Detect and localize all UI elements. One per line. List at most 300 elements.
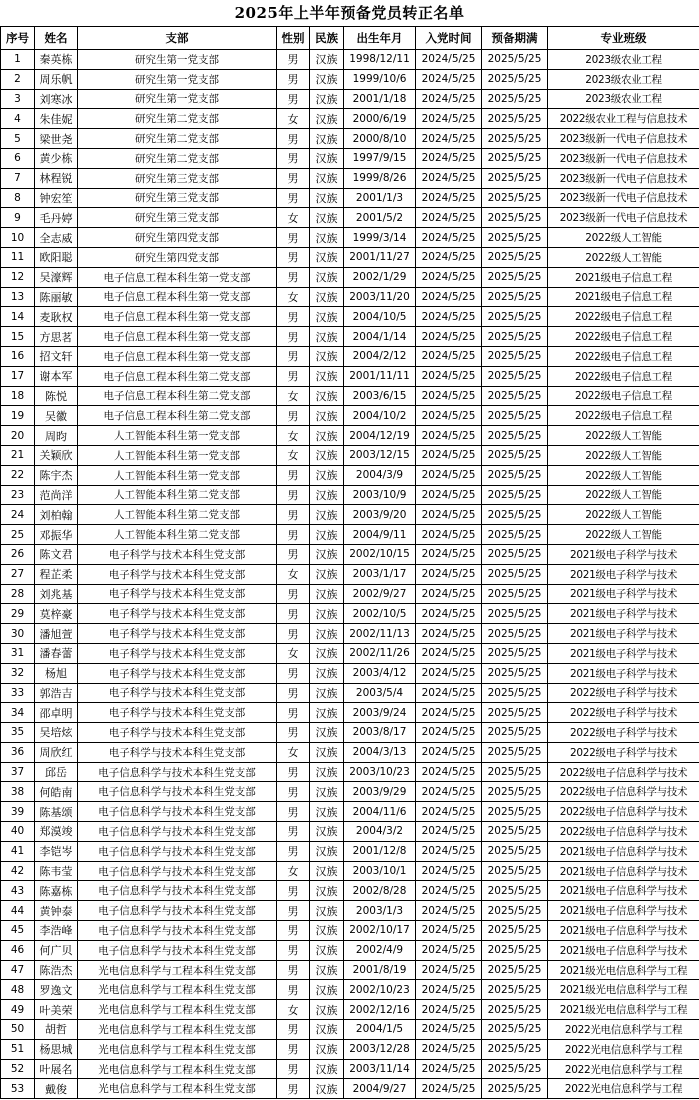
cell-name: 周乐帆 [35,69,78,89]
cell-probation-end: 2025/5/25 [482,901,548,921]
cell-probation-end: 2025/5/25 [482,485,548,505]
cell-probation-end: 2025/5/25 [482,544,548,564]
cell-join-date: 2024/5/25 [416,544,482,564]
cell-branch: 光电信息科学与工程本科生党支部 [78,1000,277,1020]
cell-ethnicity: 汉族 [310,109,344,129]
cell-join-date: 2024/5/25 [416,525,482,545]
cell-probation-end: 2025/5/25 [482,188,548,208]
cell-birth-date: 2004/10/5 [344,307,416,327]
cell-name: 陈丽敏 [35,287,78,307]
cell-join-date: 2024/5/25 [416,663,482,683]
cell-branch: 电子科学与技术本科生党支部 [78,742,277,762]
cell-branch: 电子信息工程本科生第一党支部 [78,287,277,307]
table-row [1,901,699,921]
header-probation-end: 预备期满 [482,27,548,50]
header-join-date: 入党时间 [416,27,482,50]
header-name: 姓名 [35,27,78,50]
cell-name: 陈文君 [35,544,78,564]
cell-gender: 男 [277,1079,310,1099]
cell-index: 5 [1,129,35,149]
cell-ethnicity: 汉族 [310,327,344,347]
cell-index: 43 [1,881,35,901]
cell-join-date: 2024/5/25 [416,406,482,426]
cell-index: 51 [1,1039,35,1059]
cell-ethnicity: 汉族 [310,980,344,1000]
cell-birth-date: 2002/11/13 [344,624,416,644]
cell-index: 32 [1,663,35,683]
table-row [1,406,699,426]
table-row [1,327,699,347]
cell-major-class: 2022级人工智能 [548,465,699,485]
table-row [1,683,699,703]
cell-name: 全志威 [35,228,78,248]
cell-gender: 男 [277,1020,310,1040]
cell-probation-end: 2025/5/25 [482,89,548,109]
cell-index: 17 [1,366,35,386]
table-row [1,50,699,70]
cell-gender: 女 [277,1000,310,1020]
cell-branch: 人工智能本科生第一党支部 [78,426,277,446]
cell-probation-end: 2025/5/25 [482,69,548,89]
cell-major-class: 2022级电子信息工程 [548,386,699,406]
cell-major-class: 2022级人工智能 [548,525,699,545]
cell-branch: 电子科学与技术本科生党支部 [78,544,277,564]
cell-name: 潘旭萱 [35,624,78,644]
cell-name: 钟宏笙 [35,188,78,208]
cell-join-date: 2024/5/25 [416,208,482,228]
cell-birth-date: 2003/1/17 [344,564,416,584]
cell-name: 邓振华 [35,525,78,545]
cell-probation-end: 2025/5/25 [482,841,548,861]
cell-name: 范尚洋 [35,485,78,505]
cell-name: 刘兆基 [35,584,78,604]
cell-branch: 电子科学与技术本科生党支部 [78,643,277,663]
table-row [1,980,699,1000]
cell-ethnicity: 汉族 [310,69,344,89]
cell-ethnicity: 汉族 [310,822,344,842]
cell-name: 邱岳 [35,762,78,782]
cell-major-class: 2023级农业工程 [548,89,699,109]
cell-ethnicity: 汉族 [310,921,344,941]
table-row [1,1079,699,1099]
cell-index: 34 [1,703,35,723]
cell-join-date: 2024/5/25 [416,742,482,762]
cell-probation-end: 2025/5/25 [482,1059,548,1079]
cell-name: 梁世尧 [35,129,78,149]
cell-branch: 光电信息科学与工程本科生党支部 [78,1059,277,1079]
cell-branch: 电子科学与技术本科生党支部 [78,564,277,584]
cell-probation-end: 2025/5/25 [482,1079,548,1099]
cell-index: 48 [1,980,35,1000]
cell-branch: 电子信息科学与技术本科生党支部 [78,940,277,960]
cell-index: 47 [1,960,35,980]
table-row [1,287,699,307]
table-row [1,267,699,287]
cell-ethnicity: 汉族 [310,287,344,307]
cell-gender: 男 [277,228,310,248]
cell-join-date: 2024/5/25 [416,505,482,525]
table-row [1,366,699,386]
cell-branch: 电子科学与技术本科生党支部 [78,624,277,644]
table-row [1,881,699,901]
cell-birth-date: 2002/9/27 [344,584,416,604]
cell-major-class: 2023级农业工程 [548,50,699,70]
cell-name: 方思茗 [35,327,78,347]
cell-probation-end: 2025/5/25 [482,624,548,644]
cell-probation-end: 2025/5/25 [482,366,548,386]
cell-probation-end: 2025/5/25 [482,228,548,248]
cell-branch: 光电信息科学与工程本科生党支部 [78,1039,277,1059]
cell-gender: 男 [277,822,310,842]
cell-major-class: 2022级电子信息工程 [548,366,699,386]
cell-major-class: 2021级电子信息科学与技术 [548,901,699,921]
cell-gender: 男 [277,69,310,89]
cell-ethnicity: 汉族 [310,168,344,188]
cell-major-class: 2021级光电信息科学与工程 [548,1000,699,1020]
cell-branch: 研究生第四党支部 [78,247,277,267]
cell-birth-date: 2004/3/2 [344,822,416,842]
cell-branch: 研究生第三党支部 [78,168,277,188]
table-row [1,841,699,861]
cell-gender: 男 [277,465,310,485]
cell-ethnicity: 汉族 [310,1079,344,1099]
cell-ethnicity: 汉族 [310,762,344,782]
cell-gender: 男 [277,1039,310,1059]
cell-ethnicity: 汉族 [310,366,344,386]
cell-birth-date: 2004/1/5 [344,1020,416,1040]
cell-gender: 男 [277,168,310,188]
cell-birth-date: 1997/9/15 [344,148,416,168]
cell-join-date: 2024/5/25 [416,366,482,386]
cell-index: 6 [1,148,35,168]
cell-gender: 男 [277,762,310,782]
cell-name: 陈悦 [35,386,78,406]
cell-join-date: 2024/5/25 [416,327,482,347]
cell-birth-date: 2002/1/29 [344,267,416,287]
cell-join-date: 2024/5/25 [416,445,482,465]
cell-branch: 电子信息科学与技术本科生党支部 [78,921,277,941]
cell-birth-date: 2004/3/13 [344,742,416,762]
cell-major-class: 2022光电信息科学与工程 [548,1059,699,1079]
cell-join-date: 2024/5/25 [416,1059,482,1079]
cell-name: 程芷柔 [35,564,78,584]
cell-join-date: 2024/5/25 [416,564,482,584]
cell-gender: 男 [277,267,310,287]
table-row [1,822,699,842]
cell-name: 胡哲 [35,1020,78,1040]
cell-probation-end: 2025/5/25 [482,168,548,188]
cell-probation-end: 2025/5/25 [482,683,548,703]
cell-index: 37 [1,762,35,782]
cell-index: 52 [1,1059,35,1079]
cell-name: 郑漠竣 [35,822,78,842]
cell-name: 麦耿权 [35,307,78,327]
cell-ethnicity: 汉族 [310,604,344,624]
cell-major-class: 2021级电子信息科学与技术 [548,921,699,941]
cell-birth-date: 1999/8/26 [344,168,416,188]
cell-branch: 电子信息工程本科生第二党支部 [78,386,277,406]
cell-branch: 电子科学与技术本科生党支部 [78,703,277,723]
cell-birth-date: 2004/2/12 [344,346,416,366]
cell-probation-end: 2025/5/25 [482,346,548,366]
cell-branch: 电子信息科学与技术本科生党支部 [78,762,277,782]
cell-major-class: 2021级光电信息科学与工程 [548,960,699,980]
cell-branch: 电子科学与技术本科生党支部 [78,723,277,743]
cell-index: 25 [1,525,35,545]
cell-name: 郭浩吉 [35,683,78,703]
cell-ethnicity: 汉族 [310,525,344,545]
cell-index: 14 [1,307,35,327]
cell-index: 4 [1,109,35,129]
cell-name: 秦英栋 [35,50,78,70]
cell-name: 谢本军 [35,366,78,386]
cell-index: 9 [1,208,35,228]
cell-name: 欧阳聪 [35,247,78,267]
table-header-row [1,27,699,50]
cell-probation-end: 2025/5/25 [482,327,548,347]
table-row [1,1059,699,1079]
cell-major-class: 2021级电子科学与技术 [548,604,699,624]
cell-probation-end: 2025/5/25 [482,406,548,426]
cell-index: 13 [1,287,35,307]
cell-probation-end: 2025/5/25 [482,148,548,168]
cell-gender: 女 [277,564,310,584]
cell-join-date: 2024/5/25 [416,624,482,644]
table-row [1,445,699,465]
cell-index: 36 [1,742,35,762]
cell-ethnicity: 汉族 [310,723,344,743]
cell-birth-date: 1999/10/6 [344,69,416,89]
cell-join-date: 2024/5/25 [416,1020,482,1040]
cell-major-class: 2022级人工智能 [548,505,699,525]
cell-index: 30 [1,624,35,644]
cell-ethnicity: 汉族 [310,861,344,881]
cell-gender: 男 [277,129,310,149]
cell-major-class: 2022级电子科学与技术 [548,723,699,743]
cell-join-date: 2024/5/25 [416,782,482,802]
cell-join-date: 2024/5/25 [416,940,482,960]
cell-join-date: 2024/5/25 [416,643,482,663]
cell-gender: 女 [277,109,310,129]
cell-probation-end: 2025/5/25 [482,762,548,782]
cell-gender: 男 [277,307,310,327]
cell-join-date: 2024/5/25 [416,386,482,406]
cell-major-class: 2022级电子信息工程 [548,307,699,327]
header-branch: 支部 [78,27,277,50]
table-row [1,247,699,267]
cell-probation-end: 2025/5/25 [482,822,548,842]
cell-name: 李铠岑 [35,841,78,861]
cell-index: 23 [1,485,35,505]
cell-birth-date: 1999/3/14 [344,228,416,248]
cell-major-class: 2021级电子科学与技术 [548,564,699,584]
table-row [1,1039,699,1059]
cell-birth-date: 2003/10/1 [344,861,416,881]
cell-gender: 男 [277,50,310,70]
cell-name: 刘寒冰 [35,89,78,109]
cell-name: 招文轩 [35,346,78,366]
cell-branch: 研究生第二党支部 [78,109,277,129]
cell-major-class: 2022光电信息科学与工程 [548,1079,699,1099]
cell-gender: 女 [277,386,310,406]
cell-index: 24 [1,505,35,525]
cell-join-date: 2024/5/25 [416,50,482,70]
cell-ethnicity: 汉族 [310,1059,344,1079]
cell-gender: 男 [277,485,310,505]
cell-name: 陈浩杰 [35,960,78,980]
table-row [1,584,699,604]
cell-major-class: 2021级电子科学与技术 [548,584,699,604]
cell-birth-date: 2003/9/29 [344,782,416,802]
page-title: 2025年上半年预备党员转正名单 [234,4,465,22]
cell-index: 49 [1,1000,35,1020]
cell-index: 44 [1,901,35,921]
cell-birth-date: 2004/1/14 [344,327,416,347]
cell-gender: 男 [277,406,310,426]
cell-index: 33 [1,683,35,703]
cell-birth-date: 2002/10/5 [344,604,416,624]
cell-name: 李浩峰 [35,921,78,941]
member-table [0,26,699,1099]
cell-join-date: 2024/5/25 [416,822,482,842]
header-ethnicity: 民族 [310,27,344,50]
table-row [1,762,699,782]
cell-ethnicity: 汉族 [310,148,344,168]
cell-name: 周欣红 [35,742,78,762]
cell-name: 杨思城 [35,1039,78,1059]
cell-ethnicity: 汉族 [310,505,344,525]
table-row [1,564,699,584]
table-row [1,643,699,663]
cell-join-date: 2024/5/25 [416,960,482,980]
cell-birth-date: 2004/12/19 [344,426,416,446]
cell-ethnicity: 汉族 [310,703,344,723]
table-row [1,703,699,723]
cell-gender: 男 [277,683,310,703]
cell-gender: 男 [277,960,310,980]
cell-ethnicity: 汉族 [310,406,344,426]
cell-branch: 光电信息科学与工程本科生党支部 [78,980,277,1000]
cell-index: 39 [1,802,35,822]
cell-index: 12 [1,267,35,287]
table-row [1,69,699,89]
cell-major-class: 2021级电子信息科学与技术 [548,841,699,861]
cell-birth-date: 1998/12/11 [344,50,416,70]
cell-name: 邵卓明 [35,703,78,723]
cell-join-date: 2024/5/25 [416,247,482,267]
cell-index: 40 [1,822,35,842]
cell-join-date: 2024/5/25 [416,703,482,723]
cell-join-date: 2024/5/25 [416,109,482,129]
cell-branch: 研究生第四党支部 [78,228,277,248]
cell-probation-end: 2025/5/25 [482,980,548,1000]
cell-major-class: 2021级光电信息科学与工程 [548,980,699,1000]
cell-probation-end: 2025/5/25 [482,643,548,663]
cell-probation-end: 2025/5/25 [482,921,548,941]
cell-join-date: 2024/5/25 [416,287,482,307]
cell-gender: 男 [277,604,310,624]
cell-probation-end: 2025/5/25 [482,307,548,327]
cell-join-date: 2024/5/25 [416,841,482,861]
cell-gender: 男 [277,366,310,386]
cell-branch: 电子信息科学与技术本科生党支部 [78,861,277,881]
cell-index: 46 [1,940,35,960]
cell-birth-date: 2002/12/16 [344,1000,416,1020]
cell-name: 黄钟泰 [35,901,78,921]
cell-gender: 女 [277,287,310,307]
cell-name: 何皓南 [35,782,78,802]
cell-index: 7 [1,168,35,188]
cell-index: 16 [1,346,35,366]
table-row [1,960,699,980]
header-index: 序号 [1,27,35,50]
table-row [1,148,699,168]
cell-birth-date: 2002/10/15 [344,544,416,564]
cell-index: 35 [1,723,35,743]
cell-name: 陈嘉栋 [35,881,78,901]
cell-name: 吴培炫 [35,723,78,743]
header-major-class: 专业班级 [548,27,699,50]
cell-gender: 男 [277,663,310,683]
cell-gender: 女 [277,426,310,446]
cell-index: 50 [1,1020,35,1040]
cell-index: 38 [1,782,35,802]
cell-major-class: 2023级新一代电子信息技术 [548,208,699,228]
cell-birth-date: 2002/10/17 [344,921,416,941]
cell-index: 27 [1,564,35,584]
cell-gender: 女 [277,643,310,663]
cell-birth-date: 2003/9/20 [344,505,416,525]
cell-probation-end: 2025/5/25 [482,287,548,307]
cell-branch: 电子信息科学与技术本科生党支部 [78,782,277,802]
cell-index: 41 [1,841,35,861]
cell-probation-end: 2025/5/25 [482,564,548,584]
cell-branch: 人工智能本科生第二党支部 [78,525,277,545]
table-row [1,228,699,248]
cell-branch: 研究生第一党支部 [78,89,277,109]
cell-ethnicity: 汉族 [310,445,344,465]
cell-branch: 电子科学与技术本科生党支部 [78,604,277,624]
cell-branch: 光电信息科学与工程本科生党支部 [78,1020,277,1040]
cell-probation-end: 2025/5/25 [482,1000,548,1020]
cell-ethnicity: 汉族 [310,188,344,208]
cell-join-date: 2024/5/25 [416,980,482,1000]
cell-probation-end: 2025/5/25 [482,445,548,465]
cell-branch: 人工智能本科生第一党支部 [78,465,277,485]
cell-major-class: 2022级电子科学与技术 [548,683,699,703]
cell-ethnicity: 汉族 [310,208,344,228]
cell-birth-date: 2004/3/9 [344,465,416,485]
cell-major-class: 2021级电子科学与技术 [548,663,699,683]
cell-birth-date: 2002/11/26 [344,643,416,663]
cell-branch: 研究生第三党支部 [78,188,277,208]
table-row [1,742,699,762]
cell-ethnicity: 汉族 [310,742,344,762]
table-row [1,663,699,683]
table-row [1,346,699,366]
cell-major-class: 2021级电子科学与技术 [548,643,699,663]
cell-major-class: 2023级新一代电子信息技术 [548,168,699,188]
cell-probation-end: 2025/5/25 [482,663,548,683]
cell-join-date: 2024/5/25 [416,426,482,446]
cell-join-date: 2024/5/25 [416,1000,482,1020]
cell-name: 戴俊 [35,1079,78,1099]
cell-probation-end: 2025/5/25 [482,584,548,604]
cell-name: 毛丹婷 [35,208,78,228]
table-row [1,604,699,624]
cell-probation-end: 2025/5/25 [482,505,548,525]
cell-ethnicity: 汉族 [310,50,344,70]
